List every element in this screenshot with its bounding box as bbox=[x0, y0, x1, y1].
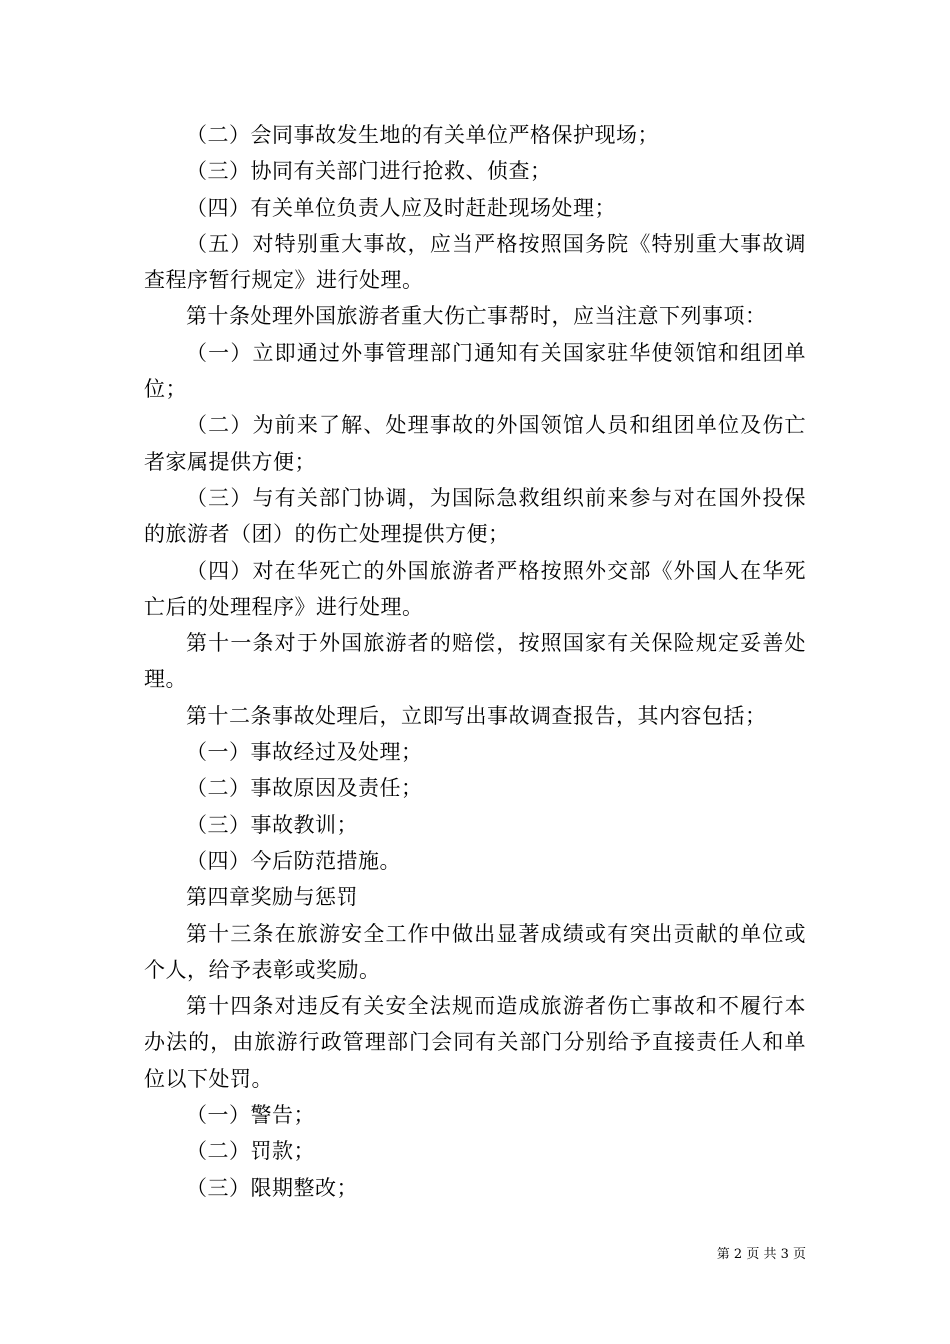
article-11: 第十一条对于外国旅游者的赔偿，按照国家有关保险规定妥善处理。 bbox=[144, 631, 806, 692]
page-number: 第 2 页 共 3 页 bbox=[716, 1247, 806, 1262]
article-14: 第十四条对违反有关安全法规而造成旅游者伤亡事故和不履行本办法的，由旅游行政管理部门会同有关部门分别给予直接责任人和单位以下处罚。 bbox=[144, 994, 806, 1091]
paragraph: （三）与有关部门协调，为国际急救组织前来参与对在国外投保的旅游者（团）的伤亡处理提供方便； bbox=[144, 485, 806, 547]
paragraph: （四）有关单位负责人应及时赶赴现场处理； bbox=[186, 195, 616, 220]
paragraph: （一）事故经过及处理； bbox=[186, 740, 423, 765]
document-body bbox=[144, 117, 806, 1206]
paragraph: （三）事故教训； bbox=[186, 812, 358, 837]
article-10: 第十条处理外国旅游者重大伤亡事帮时，应当注意下列事项： bbox=[186, 304, 767, 329]
paragraph: （三）协同有关部门进行抢救、侦查； bbox=[186, 159, 552, 184]
paragraph: （一）立即通过外事管理部门通知有关国家驻华使领馆和组团单位； bbox=[144, 340, 806, 402]
article-13: 第十三条在旅游安全工作中做出显著成绩或有突出贡献的单位或个人，给予表彰或奖励。 bbox=[144, 921, 806, 982]
paragraph: （二）罚款； bbox=[186, 1139, 315, 1164]
chapter-4-heading: 第四章奖励与惩罚 bbox=[186, 885, 358, 910]
paragraph: （二）会同事故发生地的有关单位严格保护现场； bbox=[186, 123, 659, 147]
article-12: 第十二条事故处理后，立即写出事故调查报告，其内容包括； bbox=[186, 703, 767, 728]
paragraph: （五）对特别重大事故，应当严格按照国务院《特别重大事故调查程序暂行规定》进行处理。 bbox=[144, 231, 806, 293]
paragraph: （三）限期整改； bbox=[186, 1175, 358, 1200]
paragraph: （四）今后防范措施。 bbox=[186, 848, 401, 873]
paragraph: （四）对在华死亡的外国旅游者严格按照外交部《外国人在华死亡后的处理程序》进行处理。 bbox=[144, 558, 806, 619]
paragraph: （一）警告； bbox=[186, 1103, 315, 1128]
paragraph: （二）为前来了解、处理事故的外国领馆人员和组团单位及伤亡者家属提供方便； bbox=[144, 413, 806, 474]
paragraph: （二）事故原因及责任； bbox=[186, 776, 423, 801]
